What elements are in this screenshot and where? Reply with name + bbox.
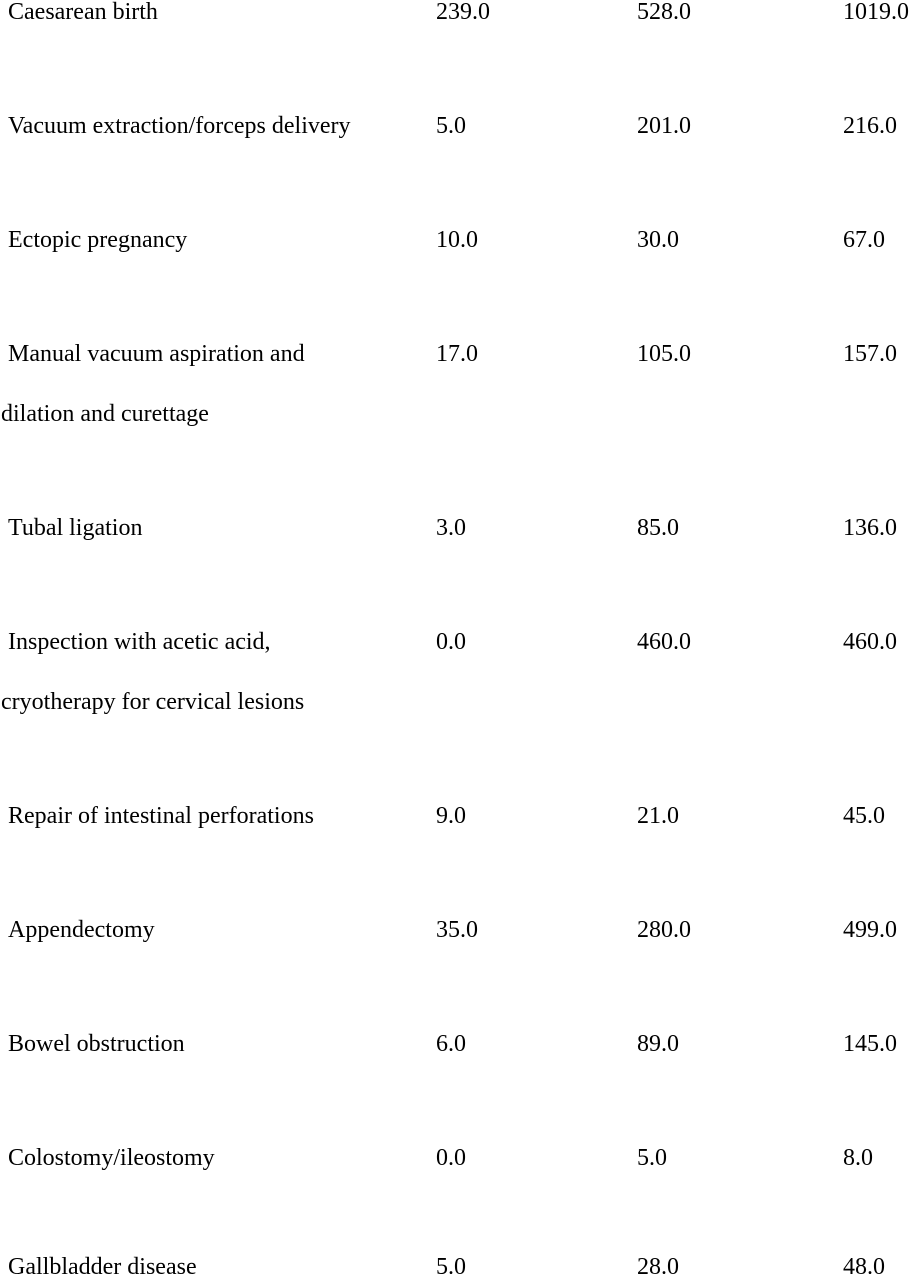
value-col-2: 5.0 xyxy=(637,1145,667,1171)
table-row xyxy=(0,516,916,576)
procedure-label: Vacuum extraction/forceps delivery xyxy=(8,113,351,139)
value-col-3: 48.0 xyxy=(843,1254,885,1280)
value-col-2: 30.0 xyxy=(637,227,679,253)
procedure-label: Bowel obstruction xyxy=(8,1031,185,1057)
value-col-2: 280.0 xyxy=(637,917,691,943)
table-row xyxy=(0,114,916,174)
table-row xyxy=(0,630,916,720)
procedure-label-continuation: dilation and curettage xyxy=(1,401,209,427)
value-col-3: 1019.0 xyxy=(843,0,909,25)
value-col-2: 528.0 xyxy=(637,0,691,25)
table-row xyxy=(0,342,916,432)
value-col-3: 460.0 xyxy=(843,629,897,655)
table-row xyxy=(0,1032,916,1092)
procedure-label: Caesarean birth xyxy=(8,0,158,25)
value-col-2: 85.0 xyxy=(637,515,679,541)
value-col-1: 5.0 xyxy=(436,113,466,139)
value-col-1: 5.0 xyxy=(436,1254,466,1280)
value-col-2: 21.0 xyxy=(637,803,679,829)
table-row xyxy=(0,804,916,864)
value-col-1: 3.0 xyxy=(436,515,466,541)
value-col-3: 499.0 xyxy=(843,917,897,943)
value-col-1: 0.0 xyxy=(436,629,466,655)
value-col-2: 89.0 xyxy=(637,1031,679,1057)
value-col-3: 45.0 xyxy=(843,803,885,829)
value-col-3: 216.0 xyxy=(843,113,897,139)
value-col-2: 28.0 xyxy=(637,1254,679,1280)
value-col-3: 157.0 xyxy=(843,341,897,367)
value-col-2: 201.0 xyxy=(637,113,691,139)
table-row xyxy=(0,1255,916,1280)
value-col-3: 67.0 xyxy=(843,227,885,253)
procedure-label-continuation: cryotherapy for cervical lesions xyxy=(1,689,305,715)
value-col-2: 105.0 xyxy=(637,341,691,367)
value-col-1: 239.0 xyxy=(436,0,490,25)
value-col-3: 136.0 xyxy=(843,515,897,541)
value-col-3: 8.0 xyxy=(843,1145,873,1171)
procedure-label: Repair of intestinal perforations xyxy=(8,803,314,829)
procedure-label: Ectopic pregnancy xyxy=(8,227,188,253)
value-col-1: 17.0 xyxy=(436,341,478,367)
procedure-label: Tubal ligation xyxy=(8,515,143,541)
procedure-label: Manual vacuum aspiration and xyxy=(8,341,305,367)
table-row xyxy=(0,918,916,978)
table-row xyxy=(0,1146,916,1206)
value-col-1: 9.0 xyxy=(436,803,466,829)
value-col-1: 6.0 xyxy=(436,1031,466,1057)
value-col-1: 10.0 xyxy=(436,227,478,253)
value-col-1: 35.0 xyxy=(436,917,478,943)
value-col-3: 145.0 xyxy=(843,1031,897,1057)
table-row xyxy=(0,0,916,60)
table-row xyxy=(0,228,916,288)
procedure-label: Colostomy/ileostomy xyxy=(8,1145,215,1171)
value-col-1: 0.0 xyxy=(436,1145,466,1171)
procedure-label: Inspection with acetic acid, xyxy=(8,629,271,655)
procedure-label: Appendectomy xyxy=(8,917,155,943)
procedure-label: Gallbladder disease xyxy=(8,1254,197,1280)
value-col-2: 460.0 xyxy=(637,629,691,655)
